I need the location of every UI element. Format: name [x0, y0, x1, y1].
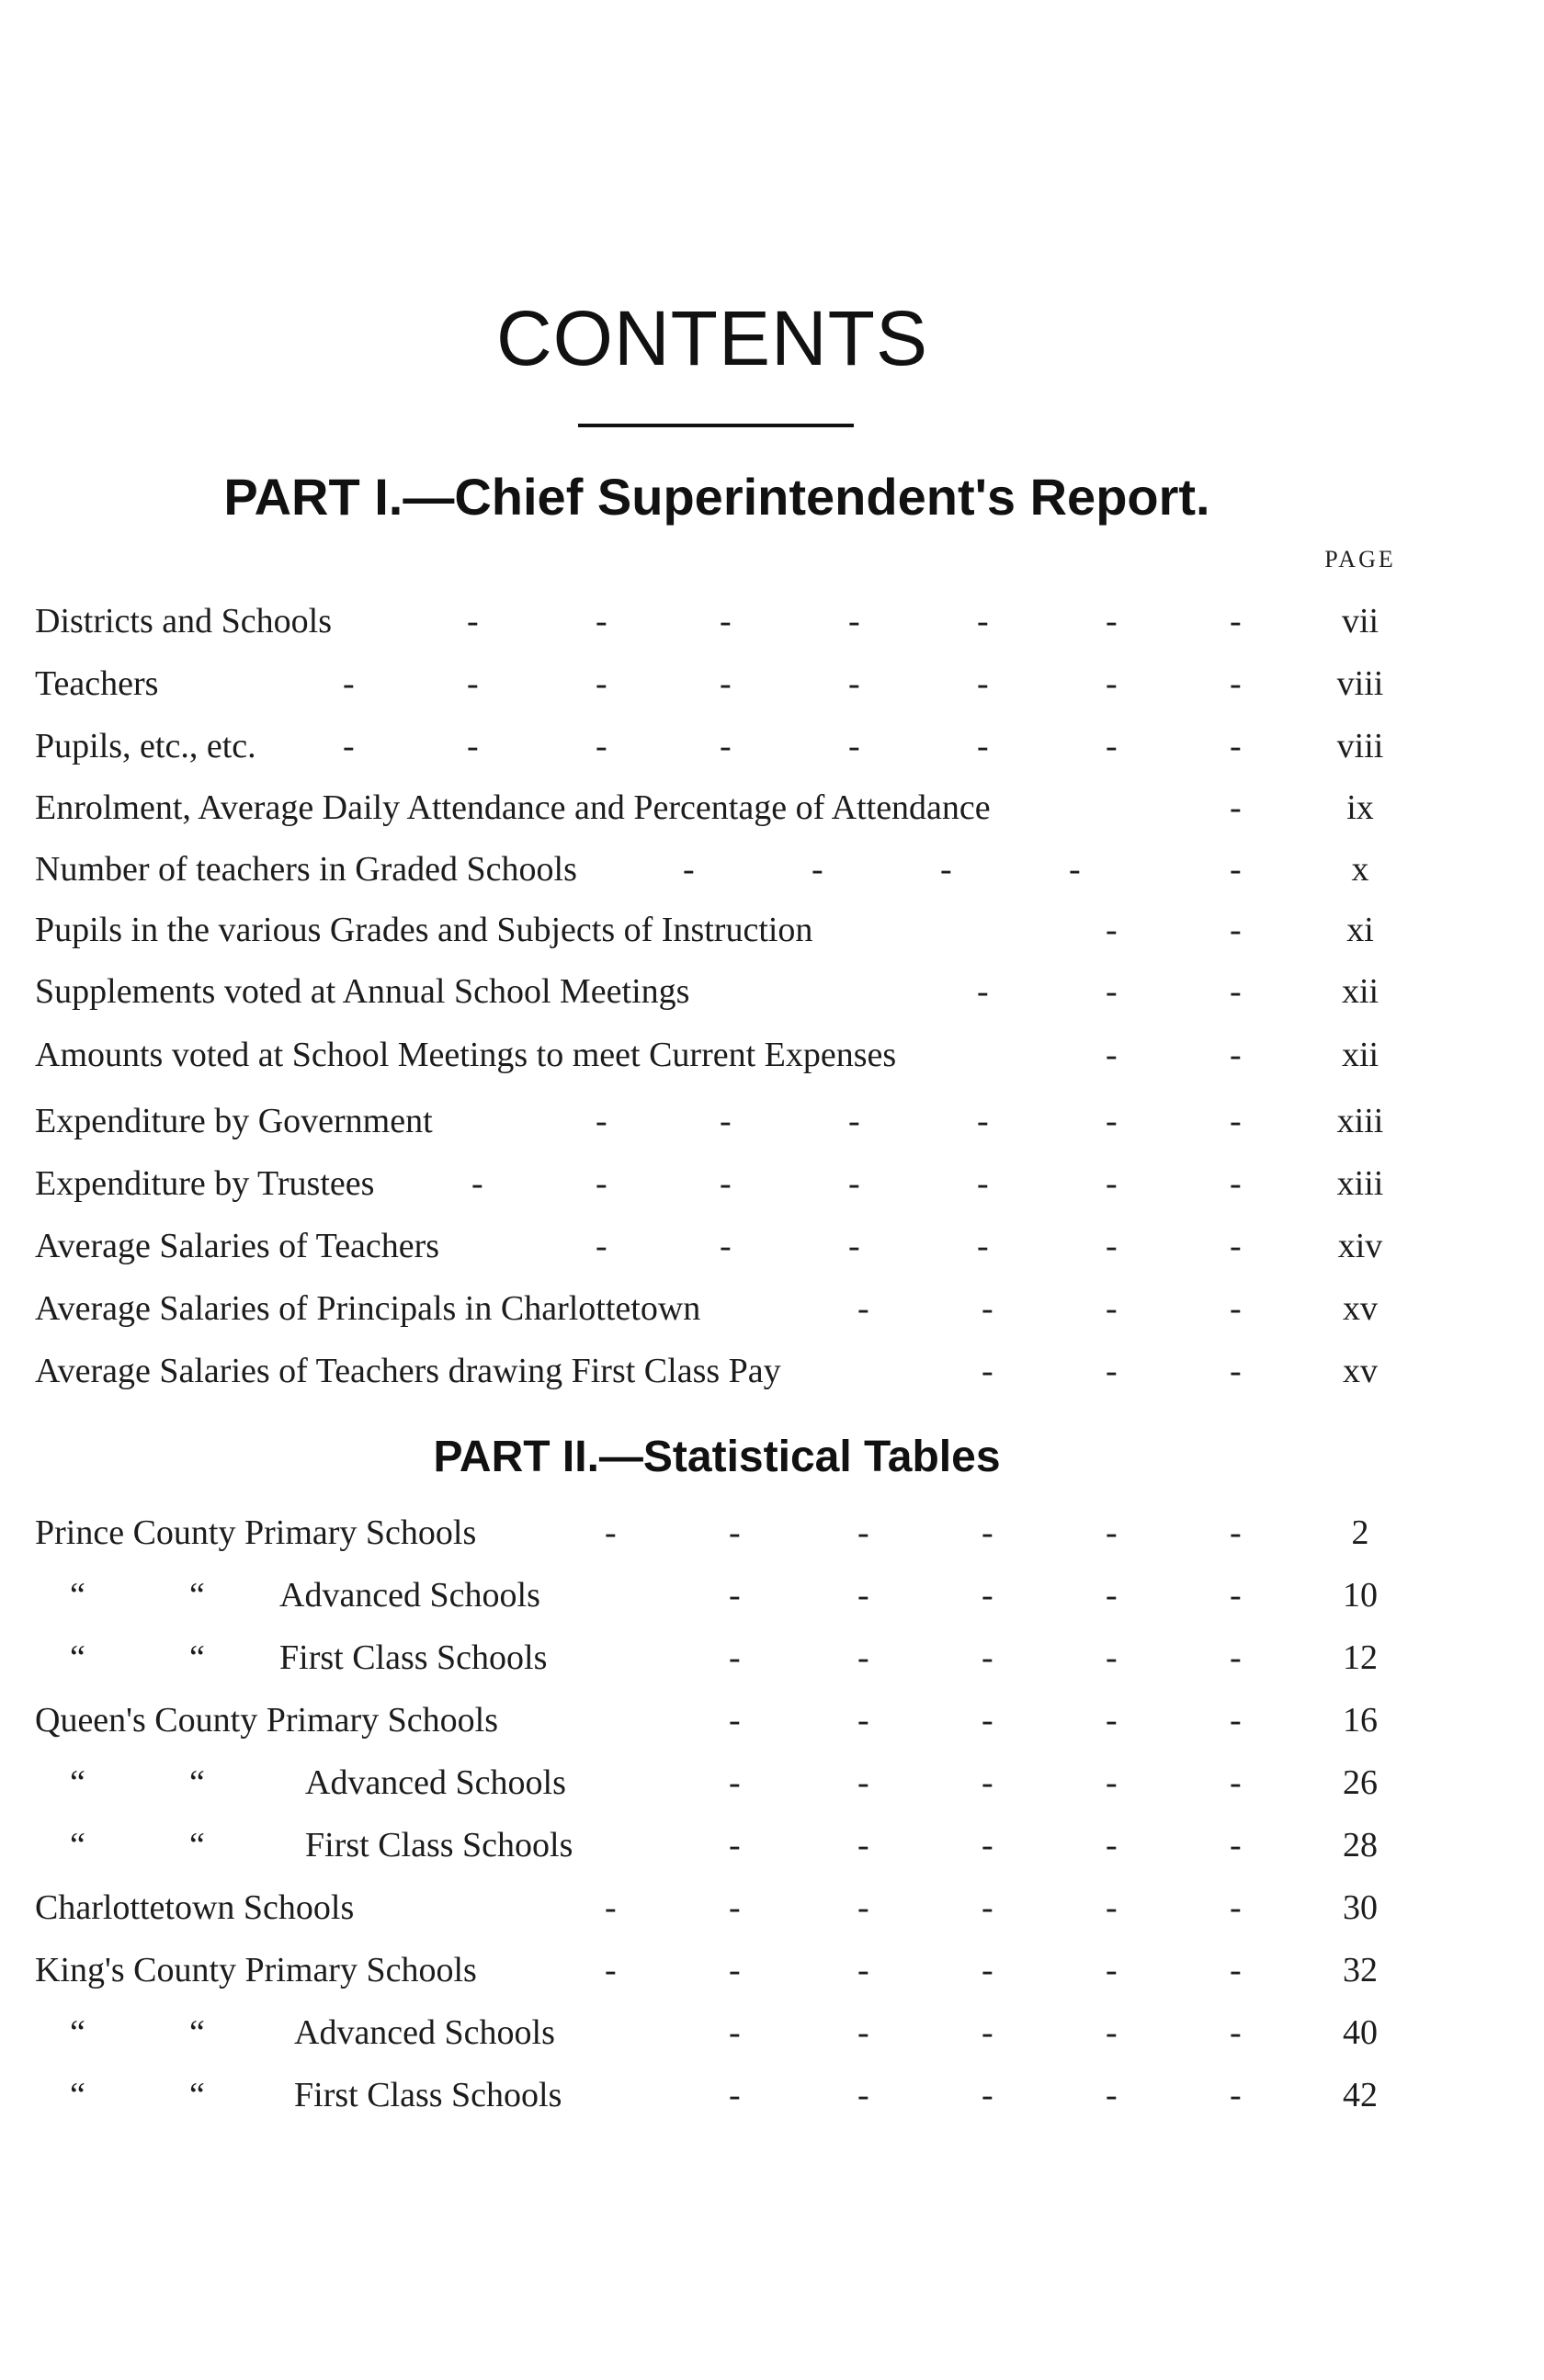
leader-dash: - — [1230, 1513, 1242, 1552]
leader-dash: - — [729, 1701, 741, 1740]
ditto-mark: “ — [70, 1763, 85, 1802]
toc-entry[interactable] — [35, 1226, 1434, 1281]
ditto-mark: “ — [70, 1826, 85, 1864]
leader-dash: - — [1230, 1826, 1242, 1864]
leader-dash: - — [729, 1763, 741, 1802]
leader-dash: - — [1106, 1638, 1118, 1677]
leader-dash: - — [1106, 602, 1118, 640]
toc-entry-label: Teachers — [35, 664, 159, 703]
ditto-mark: “ — [70, 1638, 85, 1677]
leader-dash: - — [1230, 1638, 1242, 1677]
leader-dash: - — [596, 602, 607, 640]
leader-dash: - — [982, 1701, 993, 1740]
toc-entry[interactable] — [35, 2075, 1434, 2130]
leader-dash: - — [1230, 1763, 1242, 1802]
leader-dash: - — [857, 1826, 869, 1864]
leader-dash: - — [857, 1951, 869, 1989]
toc-entry-page: xi — [1346, 911, 1374, 949]
toc-entry[interactable] — [35, 971, 1434, 1026]
leader-dash: - — [982, 2076, 993, 2114]
toc-entry[interactable] — [35, 1163, 1434, 1218]
leader-dash: - — [1106, 911, 1118, 949]
toc-entry[interactable] — [35, 726, 1434, 781]
leader-dash: - — [857, 2013, 869, 2052]
ditto-mark: “ — [70, 2076, 85, 2114]
leader-dash: - — [1230, 2076, 1242, 2114]
leader-dash: - — [977, 602, 989, 640]
leader-dash: - — [982, 1888, 993, 1927]
leader-dash: - — [729, 1951, 741, 1989]
leader-dash: - — [343, 664, 355, 703]
leader-dash: - — [812, 850, 823, 889]
leader-dash: - — [848, 664, 860, 703]
leader-dash: - — [1106, 1763, 1118, 1802]
leader-dash: - — [1230, 972, 1242, 1011]
ditto-mark: “ — [189, 1826, 205, 1864]
toc-entry-page: xiii — [1336, 1102, 1384, 1140]
toc-entry-page: 42 — [1343, 2076, 1378, 2114]
leader-dash: - — [720, 1164, 732, 1203]
toc-entry-page: xii — [1341, 972, 1379, 1011]
leader-dash: - — [1106, 664, 1118, 703]
leader-dash: - — [729, 1888, 741, 1927]
toc-entry-page: ix — [1346, 788, 1374, 827]
ditto-mark: “ — [70, 2013, 85, 2052]
leader-dash: - — [977, 1102, 989, 1140]
part-2-heading: PART II.—Statistical Tables — [433, 1433, 1001, 1481]
leader-dash: - — [1106, 1888, 1118, 1927]
leader-dash: - — [857, 1763, 869, 1802]
toc-entry-page: 16 — [1343, 1701, 1378, 1740]
leader-dash: - — [467, 727, 479, 765]
toc-entry-label: Districts and Schools — [35, 602, 332, 640]
toc-entry-label: Advanced Schools — [279, 1576, 540, 1615]
toc-entry-label: First Class Schools — [305, 1826, 573, 1864]
toc-entry[interactable] — [35, 849, 1434, 904]
toc-entry-label: Pupils in the various Grades and Subjects of Instruction — [35, 911, 813, 949]
leader-dash: - — [1106, 1352, 1118, 1390]
leader-dash: - — [1106, 1701, 1118, 1740]
leader-dash: - — [857, 1888, 869, 1927]
leader-dash: - — [857, 1576, 869, 1615]
leader-dash: - — [1230, 664, 1242, 703]
leader-dash: - — [1230, 1951, 1242, 1989]
toc-entry-page: 2 — [1351, 1513, 1369, 1552]
leader-dash: - — [1230, 1036, 1242, 1074]
toc-entry[interactable] — [35, 1101, 1434, 1156]
toc-entry-label: Expenditure by Trustees — [35, 1164, 375, 1203]
toc-entry-page: viii — [1336, 664, 1384, 703]
leader-dash: - — [1230, 788, 1242, 827]
leader-dash: - — [1230, 1352, 1242, 1390]
leader-dash: - — [857, 1513, 869, 1552]
toc-entry[interactable] — [35, 1513, 1434, 1568]
toc-entry-page: x — [1351, 850, 1369, 889]
leader-dash: - — [1106, 1951, 1118, 1989]
leader-dash: - — [977, 664, 989, 703]
leader-dash: - — [1106, 1289, 1118, 1328]
leader-dash: - — [982, 2013, 993, 2052]
leader-dash: - — [605, 1513, 617, 1552]
toc-entry-page: 32 — [1343, 1951, 1378, 1989]
leader-dash: - — [940, 850, 952, 889]
leader-dash: - — [1106, 1227, 1118, 1265]
leader-dash: - — [848, 1102, 860, 1140]
leader-dash: - — [1230, 1576, 1242, 1615]
leader-dash: - — [1230, 1888, 1242, 1927]
leader-dash: - — [982, 1352, 993, 1390]
toc-entry[interactable] — [35, 601, 1434, 656]
leader-dash: - — [467, 664, 479, 703]
leader-dash: - — [729, 1513, 741, 1552]
ditto-mark: “ — [189, 1576, 205, 1615]
leader-dash: - — [1230, 1227, 1242, 1265]
toc-entry-label: First Class Schools — [279, 1638, 548, 1677]
toc-entry-label: First Class Schools — [294, 2076, 562, 2114]
toc-entry[interactable] — [35, 663, 1434, 719]
leader-dash: - — [977, 727, 989, 765]
leader-dash: - — [977, 1164, 989, 1203]
leader-dash: - — [1106, 1164, 1118, 1203]
leader-dash: - — [1230, 2013, 1242, 2052]
toc-entry-page: xii — [1341, 1036, 1379, 1074]
toc-entry-label: Advanced Schools — [305, 1763, 566, 1802]
toc-entry[interactable] — [35, 1035, 1434, 1090]
leader-dash: - — [1106, 1036, 1118, 1074]
leader-dash: - — [343, 727, 355, 765]
toc-entry-label: Queen's County Primary Schools — [35, 1701, 498, 1740]
leader-dash: - — [982, 1289, 993, 1328]
ditto-mark: “ — [70, 1576, 85, 1615]
leader-dash: - — [848, 1227, 860, 1265]
toc-entry-page: viii — [1336, 727, 1384, 765]
part-1-heading: PART I.—Chief Superintendent's Report. — [223, 468, 1210, 526]
leader-dash: - — [977, 972, 989, 1011]
leader-dash: - — [1106, 2076, 1118, 2114]
toc-entry[interactable] — [35, 1762, 1434, 1818]
leader-dash: - — [848, 602, 860, 640]
ditto-mark: “ — [189, 2013, 205, 2052]
toc-entry-page: xiv — [1337, 1227, 1383, 1265]
toc-entry[interactable] — [35, 1288, 1434, 1343]
toc-entry-page: vii — [1341, 602, 1379, 640]
leader-dash: - — [1106, 1102, 1118, 1140]
toc-entry-page: xv — [1343, 1352, 1378, 1390]
leader-dash: - — [1230, 1164, 1242, 1203]
leader-dash: - — [982, 1951, 993, 1989]
leader-dash: - — [467, 602, 479, 640]
leader-dash: - — [982, 1826, 993, 1864]
leader-dash: - — [720, 602, 732, 640]
title-underline — [578, 424, 854, 427]
leader-dash: - — [982, 1638, 993, 1677]
leader-dash: - — [982, 1513, 993, 1552]
leader-dash: - — [729, 2076, 741, 2114]
toc-entry-label: Charlottetown Schools — [35, 1888, 355, 1927]
toc-entry-page: 12 — [1343, 1638, 1378, 1677]
leader-dash: - — [720, 664, 732, 703]
leader-dash: - — [596, 1164, 607, 1203]
toc-entry-label: Expenditure by Government — [35, 1102, 433, 1140]
leader-dash: - — [729, 2013, 741, 2052]
ditto-mark: “ — [189, 1763, 205, 1802]
leader-dash: - — [1106, 2013, 1118, 2052]
leader-dash: - — [1230, 1701, 1242, 1740]
toc-entry-label: Advanced Schools — [294, 2013, 555, 2052]
leader-dash: - — [1230, 911, 1242, 949]
leader-dash: - — [471, 1164, 483, 1203]
toc-entry-page: xiii — [1336, 1164, 1384, 1203]
leader-dash: - — [1230, 1102, 1242, 1140]
toc-entry-label: Average Salaries of Teachers — [35, 1227, 440, 1265]
toc-entry-label: Supplements voted at Annual School Meetings — [35, 972, 690, 1011]
toc-entry[interactable] — [35, 1700, 1434, 1755]
leader-dash: - — [982, 1576, 993, 1615]
toc-entry[interactable] — [35, 1950, 1434, 2005]
leader-dash: - — [1230, 727, 1242, 765]
leader-dash: - — [605, 1951, 617, 1989]
leader-dash: - — [729, 1576, 741, 1615]
leader-dash: - — [977, 1227, 989, 1265]
leader-dash: - — [596, 1102, 607, 1140]
leader-dash: - — [1106, 972, 1118, 1011]
leader-dash: - — [720, 1227, 732, 1265]
toc-entry-page: 28 — [1343, 1826, 1378, 1864]
leader-dash: - — [1230, 1289, 1242, 1328]
toc-entry[interactable] — [35, 1575, 1434, 1630]
leader-dash: - — [1106, 1576, 1118, 1615]
toc-entry[interactable] — [35, 910, 1434, 965]
toc-entry-page: 30 — [1343, 1888, 1378, 1927]
toc-entry[interactable] — [35, 788, 1434, 843]
leader-dash: - — [683, 850, 695, 889]
leader-dash: - — [848, 727, 860, 765]
leader-dash: - — [1230, 850, 1242, 889]
leader-dash: - — [729, 1638, 741, 1677]
toc-entry[interactable] — [35, 1825, 1434, 1880]
page-title: CONTENTS — [496, 295, 928, 381]
toc-entry-label: Enrolment, Average Daily Attendance and Percentage of Attendance — [35, 788, 991, 827]
toc-entry-page: 26 — [1343, 1763, 1378, 1802]
leader-dash: - — [720, 727, 732, 765]
ditto-mark: “ — [189, 1638, 205, 1677]
toc-entry-label: Pupils, etc., etc. — [35, 727, 256, 765]
leader-dash: - — [1069, 850, 1081, 889]
ditto-mark: “ — [189, 2076, 205, 2114]
leader-dash: - — [729, 1826, 741, 1864]
toc-entry-label: Amounts voted at School Meetings to meet Current Expenses — [35, 1036, 897, 1074]
leader-dash: - — [596, 1227, 607, 1265]
leader-dash: - — [596, 727, 607, 765]
toc-entry[interactable] — [35, 1351, 1434, 1406]
toc-entry-page: 40 — [1343, 2013, 1378, 2052]
toc-entry-label: Average Salaries of Teachers drawing First Class Pay — [35, 1352, 781, 1390]
leader-dash: - — [1106, 1826, 1118, 1864]
leader-dash: - — [857, 1289, 869, 1328]
leader-dash: - — [857, 1701, 869, 1740]
toc-entry-label: Average Salaries of Principals in Charlottetown — [35, 1289, 701, 1328]
toc-entry-label: King's County Primary Schools — [35, 1951, 477, 1989]
leader-dash: - — [1106, 1513, 1118, 1552]
toc-entry[interactable] — [35, 2012, 1434, 2068]
leader-dash: - — [605, 1888, 617, 1927]
page-column-heading: PAGE — [1324, 546, 1396, 572]
leader-dash: - — [596, 664, 607, 703]
leader-dash: - — [1106, 727, 1118, 765]
toc-entry-page: 10 — [1343, 1576, 1378, 1615]
leader-dash: - — [848, 1164, 860, 1203]
leader-dash: - — [982, 1763, 993, 1802]
leader-dash: - — [720, 1102, 732, 1140]
leader-dash: - — [1230, 602, 1242, 640]
toc-entry[interactable] — [35, 1887, 1434, 1943]
leader-dash: - — [857, 2076, 869, 2114]
leader-dash: - — [857, 1638, 869, 1677]
toc-entry[interactable] — [35, 1638, 1434, 1693]
toc-entry-label: Number of teachers in Graded Schools — [35, 850, 577, 889]
toc-entry-label: Prince County Primary Schools — [35, 1513, 477, 1552]
toc-entry-page: xv — [1343, 1289, 1378, 1328]
